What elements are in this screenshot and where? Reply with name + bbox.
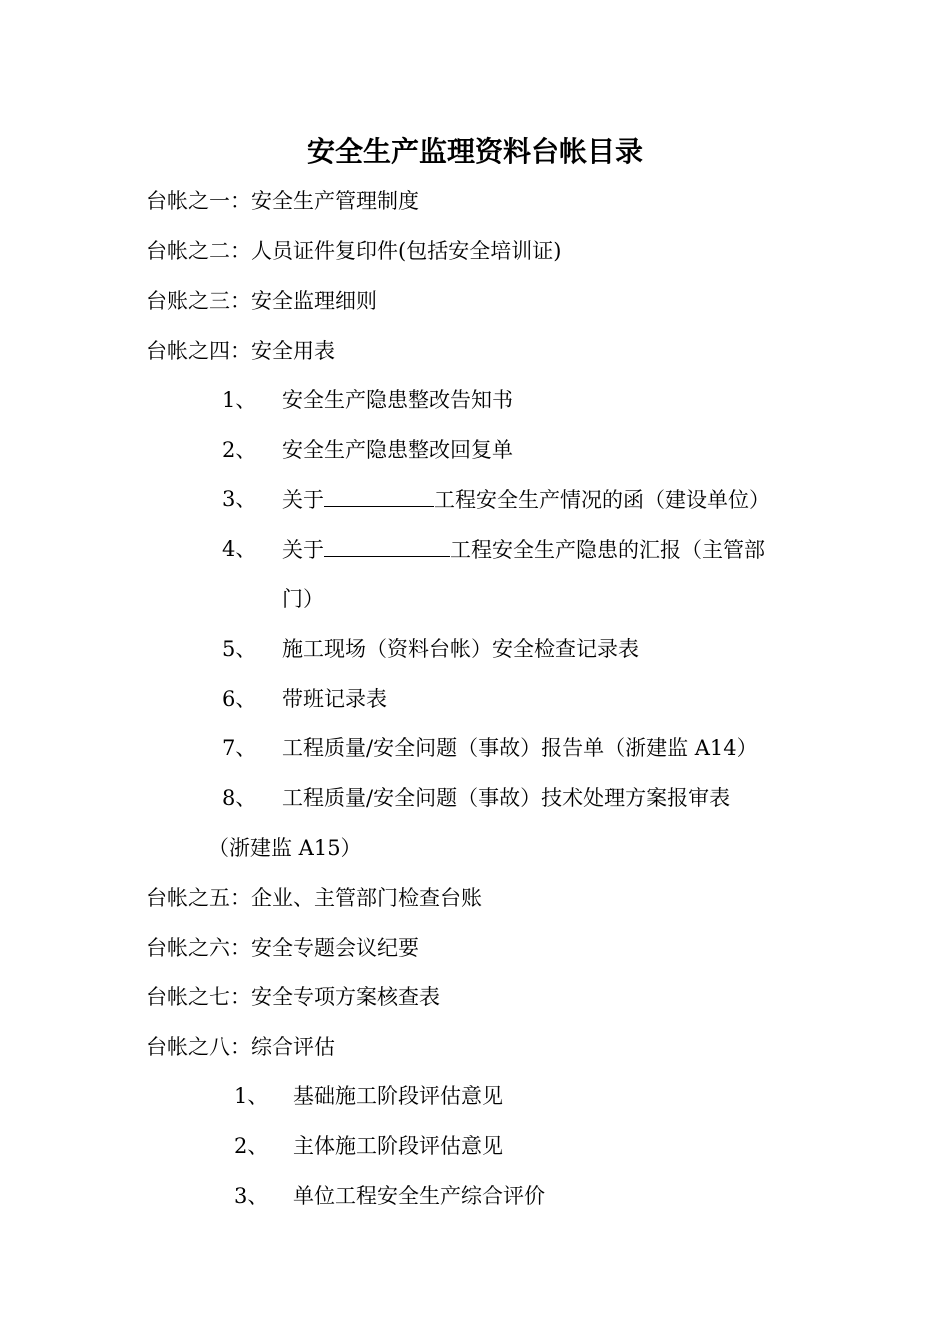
form-8-text-continued: （浙建监 A15） xyxy=(208,836,362,860)
form-7-text: 工程质量/安全问题（事故）报告单（浙建监 A14） xyxy=(282,736,758,760)
form-8-number: 8、 xyxy=(222,786,257,810)
form-5-number: 5、 xyxy=(222,637,257,661)
ledger-2: 台帐之二：人员证件复印件(包括安全培训证) xyxy=(146,239,562,263)
form-3-blank-line xyxy=(324,484,434,507)
form-7-number: 7、 xyxy=(222,736,257,760)
ledger-7: 台帐之七：安全专项方案核查表 xyxy=(146,985,440,1009)
form-1-text: 安全生产隐患整改告知书 xyxy=(282,388,513,412)
form-4-blank-line xyxy=(324,534,450,557)
form-3-text xyxy=(282,484,770,515)
form-4-text-before: 关于 xyxy=(282,538,324,562)
form-3-text-before: 关于 xyxy=(282,488,324,512)
form-2-number: 2、 xyxy=(222,438,257,462)
assessment-3-number: 3、 xyxy=(234,1184,269,1208)
assessment-1-text: 基础施工阶段评估意见 xyxy=(293,1084,503,1108)
form-4-text-continued: 门） xyxy=(282,587,324,611)
form-2-text: 安全生产隐患整改回复单 xyxy=(282,438,513,462)
ledger-6: 台帐之六：安全专题会议纪要 xyxy=(146,936,419,960)
form-6-text: 带班记录表 xyxy=(282,687,387,711)
form-5-text: 施工现场（资料台帐）安全检查记录表 xyxy=(282,637,639,661)
ledger-4: 台帐之四：安全用表 xyxy=(146,339,335,363)
assessment-3-text: 单位工程安全生产综合评价 xyxy=(293,1184,545,1208)
ledger-8: 台帐之八：综合评估 xyxy=(146,1035,335,1059)
assessment-2-text: 主体施工阶段评估意见 xyxy=(293,1134,503,1158)
form-4-text xyxy=(282,534,765,565)
ledger-3: 台账之三：安全监理细则 xyxy=(146,289,377,313)
assessment-2-number: 2、 xyxy=(234,1134,269,1158)
form-3-number: 3、 xyxy=(222,487,257,511)
assessment-1-number: 1、 xyxy=(234,1084,269,1108)
form-4-text-after: 工程安全生产隐患的汇报（主管部 xyxy=(450,538,765,562)
form-1-number: 1、 xyxy=(222,388,257,412)
form-8-text: 工程质量/安全问题（事故）技术处理方案报审表 xyxy=(282,786,731,810)
ledger-1: 台帐之一：安全生产管理制度 xyxy=(146,189,419,213)
ledger-5: 台帐之五：企业、主管部门检查台账 xyxy=(146,886,482,910)
form-3-text-after: 工程安全生产情况的函（建设单位） xyxy=(434,488,770,512)
page-title: 安全生产监理资料台帐目录 xyxy=(306,135,643,168)
form-4-number: 4、 xyxy=(222,537,257,561)
form-6-number: 6、 xyxy=(222,687,257,711)
